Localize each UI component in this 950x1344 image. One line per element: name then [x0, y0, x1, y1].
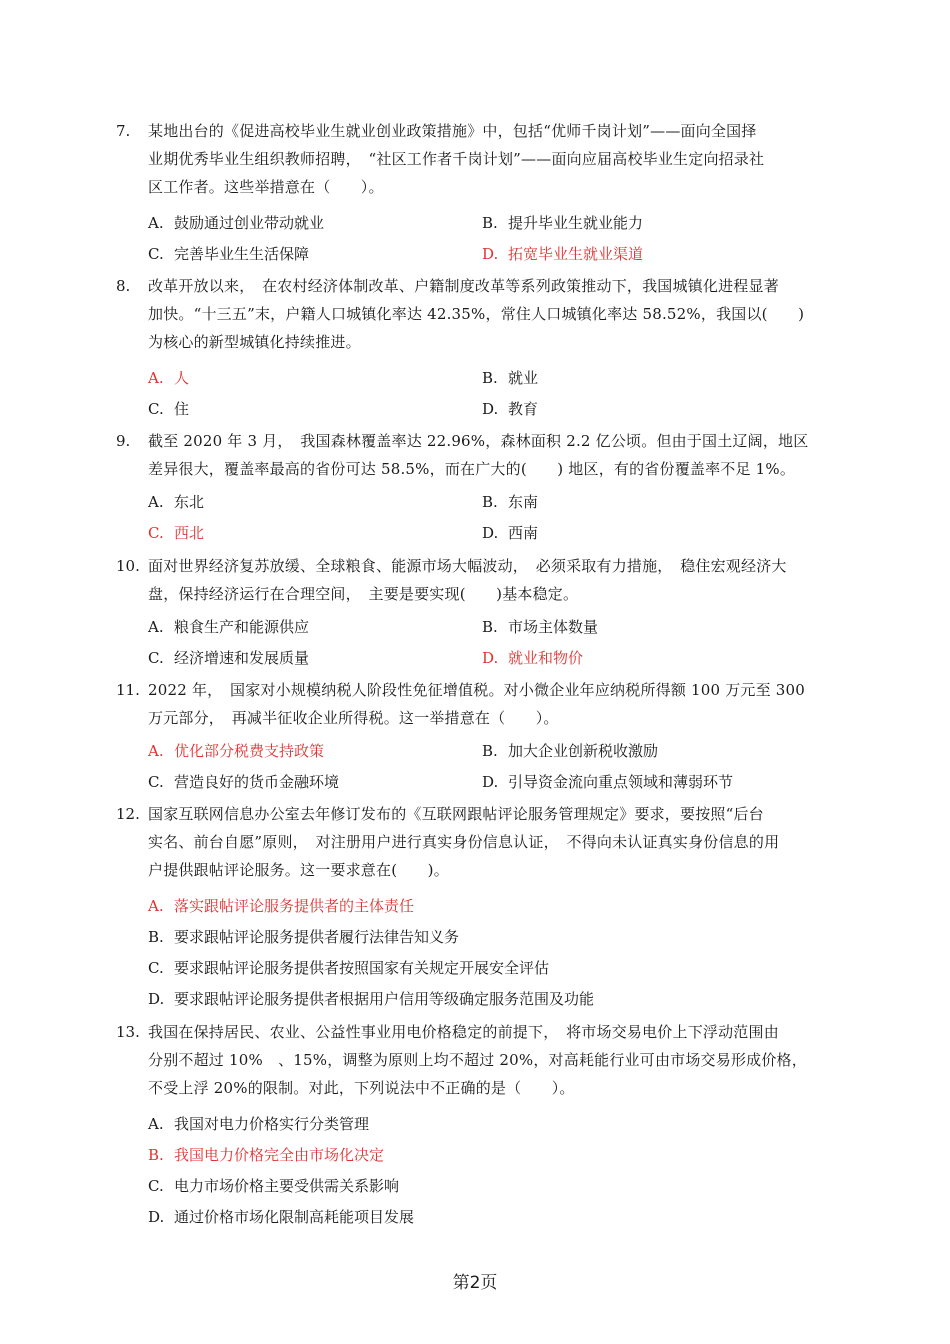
option-b: B. 要求跟帖评论服务提供者履行法律告知义务	[148, 928, 460, 946]
option-b: B. 东南	[482, 493, 539, 511]
option-d-correct-answer: D. 拓宽毕业生就业渠道	[482, 245, 644, 263]
question-line: 业期优秀毕业生组织教师招聘， “社区工作者千岗计划”——面向应届高校毕业生定向招录社	[148, 150, 765, 168]
question-line: 户提供跟帖评论服务。这一要求意在( )。	[148, 861, 449, 879]
option-a-correct-answer: A. 优化部分税费支持政策	[148, 742, 325, 760]
option-d: D. 教育	[482, 400, 539, 418]
option-a-correct-answer: A. 人	[148, 369, 190, 387]
question-number: 8.	[116, 277, 131, 295]
question-number: 13.	[116, 1023, 140, 1041]
question-line: 不受上浮 20%的限制。对此，下列说法中不正确的是（ ）。	[148, 1079, 575, 1097]
option-d: D. 通过价格市场化限制高耗能项目发展	[148, 1208, 415, 1226]
question-line: 盘，保持经济运行在合理空间， 主要是要实现( )基本稳定。	[148, 585, 579, 603]
question-number: 11.	[116, 681, 140, 699]
option-b: B. 就业	[482, 369, 539, 387]
question-line: 国家互联网信息办公室去年修订发布的《互联网跟帖评论服务管理规定》要求，要按照“后台	[148, 805, 764, 823]
question-number: 10.	[116, 557, 140, 575]
option-a: A. 鼓励通过创业带动就业	[148, 214, 325, 232]
question-line: 分别不超过 10% 、15%，调整为原则上均不超过 20%，对高耗能行业可由市场交易形成价格，	[148, 1051, 807, 1069]
option-a: A. 东北	[148, 493, 205, 511]
question-line: 为核心的新型城镇化持续推进。	[148, 333, 361, 351]
page-number: 第2页	[452, 1273, 498, 1293]
question-line: 截至 2020 年 3 月， 我国森林覆盖率达 22.96%，森林面积 2.2 亿公顷。但由于国土辽阔，地区	[148, 432, 809, 450]
option-a: A. 我国对电力价格实行分类管理	[148, 1115, 370, 1133]
question-number: 9.	[116, 432, 131, 450]
question-line: 面对世界经济复苏放缓、全球粮食、能源市场大幅波动， 必须采取有力措施， 稳住宏观经济大	[148, 557, 787, 575]
question-number: 12.	[116, 805, 140, 823]
option-d: D. 西南	[482, 524, 539, 542]
question-line: 实名、前台自愿”原则， 对注册用户进行真实身份信息认证， 不得向未认证真实身份信息的用	[148, 833, 780, 851]
option-c-correct-answer: C. 西北	[148, 524, 205, 542]
option-b: B. 加大企业创新税收激励	[482, 742, 659, 760]
question-number: 7.	[116, 122, 131, 140]
question-line: 区工作者。这些举措意在（ ）。	[148, 178, 384, 196]
option-c: C. 营造良好的货币金融环境	[148, 773, 340, 791]
question-line: 加快。“十三五”末，户籍人口城镇化率达 42.35%，常住人口城镇化率达 58.52%，我国以( )	[148, 305, 805, 323]
option-a: A. 粮食生产和能源供应	[148, 618, 310, 636]
question-line: 2022 年， 国家对小规模纳税人阶段性免征增值税。对小微企业年应纳税所得额 100 万元至 300	[148, 681, 806, 699]
option-d: D. 要求跟帖评论服务提供者根据用户信用等级确定服务范围及功能	[148, 990, 595, 1008]
option-c: C. 完善毕业生生活保障	[148, 245, 310, 263]
question-line: 改革开放以来， 在农村经济体制改革、户籍制度改革等系列政策推动下，我国城镇化进程显著	[148, 277, 779, 295]
option-b: B. 市场主体数量	[482, 618, 599, 636]
option-d: D. 引导资金流向重点领域和薄弱环节	[482, 773, 734, 791]
question-line: 某地出台的《促进高校毕业生就业创业政策措施》中，包括“优师千岗计划”——面向全国择	[148, 122, 757, 140]
option-d-correct-answer: D. 就业和物价	[482, 649, 584, 667]
option-b: B. 提升毕业生就业能力	[482, 214, 644, 232]
option-c: C. 电力市场价格主要受供需关系影响	[148, 1177, 400, 1195]
question-line: 我国在保持居民、农业、公益性事业用电价格稳定的前提下， 将市场交易电价上下浮动范围由	[148, 1023, 779, 1041]
option-c: C. 经济增速和发展质量	[148, 649, 310, 667]
option-c: C. 要求跟帖评论服务提供者按照国家有关规定开展安全评估	[148, 959, 550, 977]
question-line: 万元部分， 再减半征收企业所得税。这一举措意在（ ）。	[148, 709, 559, 727]
question-line: 差异很大，覆盖率最高的省份可达 58.5%，而在广大的( ) 地区，有的省份覆盖率不足 1%。	[148, 460, 796, 478]
option-b-correct-answer: B. 我国电力价格完全由市场化决定	[148, 1146, 385, 1164]
option-c: C. 住	[148, 400, 190, 418]
option-a-correct-answer: A. 落实跟帖评论服务提供者的主体责任	[148, 897, 415, 915]
